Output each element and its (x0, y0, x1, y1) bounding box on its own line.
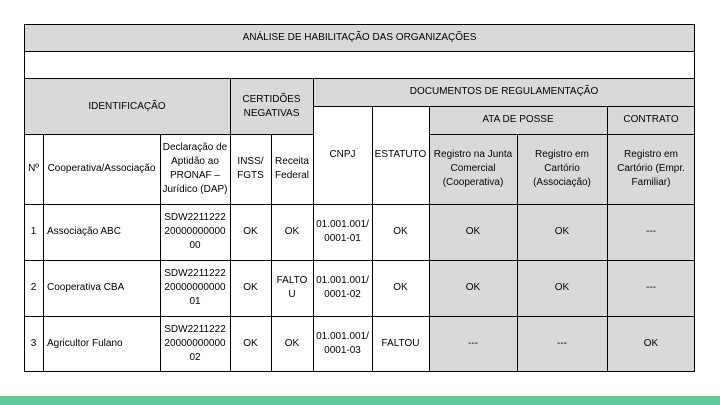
col-cooperativa: Cooperativa/Associação (47, 163, 156, 174)
page-title: ANÁLISE DE HABILITAÇÃO DAS ORGANIZAÇÕES (242, 32, 477, 43)
row1-cnpj: 01.001.001/ 0001-01 (316, 219, 369, 244)
col-inss: INSS/ FGTS (237, 156, 264, 181)
header-identificacao: IDENTIFICAÇÃO (88, 100, 166, 112)
row2-cnpj: 01.001.001/ 0001-02 (316, 275, 369, 300)
row2-cartorio-empr: --- (646, 282, 656, 293)
row3-no: 3 (30, 338, 37, 349)
row2-receita: FALTO U (276, 275, 308, 300)
row1-name: Associação ABC (47, 226, 121, 237)
header-documentos: DOCUMENTOS DE REGULAMENTAÇÃO (409, 86, 599, 97)
header-contrato: CONTRATO (623, 114, 679, 125)
row1-estatuto: OK (393, 226, 408, 237)
row1-junta: OK (465, 226, 481, 237)
row3-junta: --- (468, 338, 478, 349)
bottom-accent-bar (0, 396, 720, 405)
row2-junta: OK (465, 282, 481, 293)
row2-no: 2 (30, 282, 37, 293)
row1-no: 1 (30, 226, 37, 237)
row3-estatuto: FALTOU (381, 338, 420, 349)
row3-cnpj: 01.001.001/ 0001-03 (316, 331, 369, 356)
col-no: Nº (28, 163, 39, 174)
row1-inss: OK (243, 226, 258, 237)
row3-cartorio-empr: OK (643, 338, 659, 349)
row1-receita: OK (284, 226, 300, 237)
row2-cartorio-assoc: OK (554, 282, 570, 293)
row1-cartorio-empr: --- (646, 226, 656, 237)
row1-cartorio-assoc: OK (554, 226, 570, 237)
row2-name: Cooperativa CBA (47, 282, 125, 293)
header-certidoes: CERTIDÕES NEGATIVAS (242, 93, 301, 119)
row3-dap: SDW2211222 20000000000 02 (164, 324, 226, 363)
row3-inss: OK (243, 338, 258, 349)
col-estatuto: ESTATUTO (374, 149, 427, 160)
row2-inss: OK (243, 282, 258, 293)
spacer-row (24, 51, 695, 79)
row3-receita: OK (284, 338, 300, 349)
row1-dap: SDW2211222 20000000000 00 (164, 212, 226, 251)
col-receita: Receita Federal (275, 156, 309, 181)
col-cnpj: CNPJ (329, 149, 356, 160)
row2-dap: SDW2211222 20000000000 01 (164, 268, 226, 307)
col-registro-cartorio-assoc: Registro em Cartório (Associação) (533, 149, 591, 188)
row2-estatuto: OK (393, 282, 408, 293)
row3-cartorio-assoc: --- (557, 338, 567, 349)
header-ata-posse: ATA DE POSSE (482, 114, 554, 125)
row3-name: Agricultor Fulano (47, 338, 123, 349)
col-registro-junta: Registro na Junta Comercial (Cooperativa) (433, 149, 513, 188)
col-dap: Declaração de Aptidão ao PRONAF – Jurídico (DAP) (162, 142, 228, 195)
col-registro-cartorio-empr: Registro em Cartório (Empr. Familiar) (617, 149, 685, 188)
